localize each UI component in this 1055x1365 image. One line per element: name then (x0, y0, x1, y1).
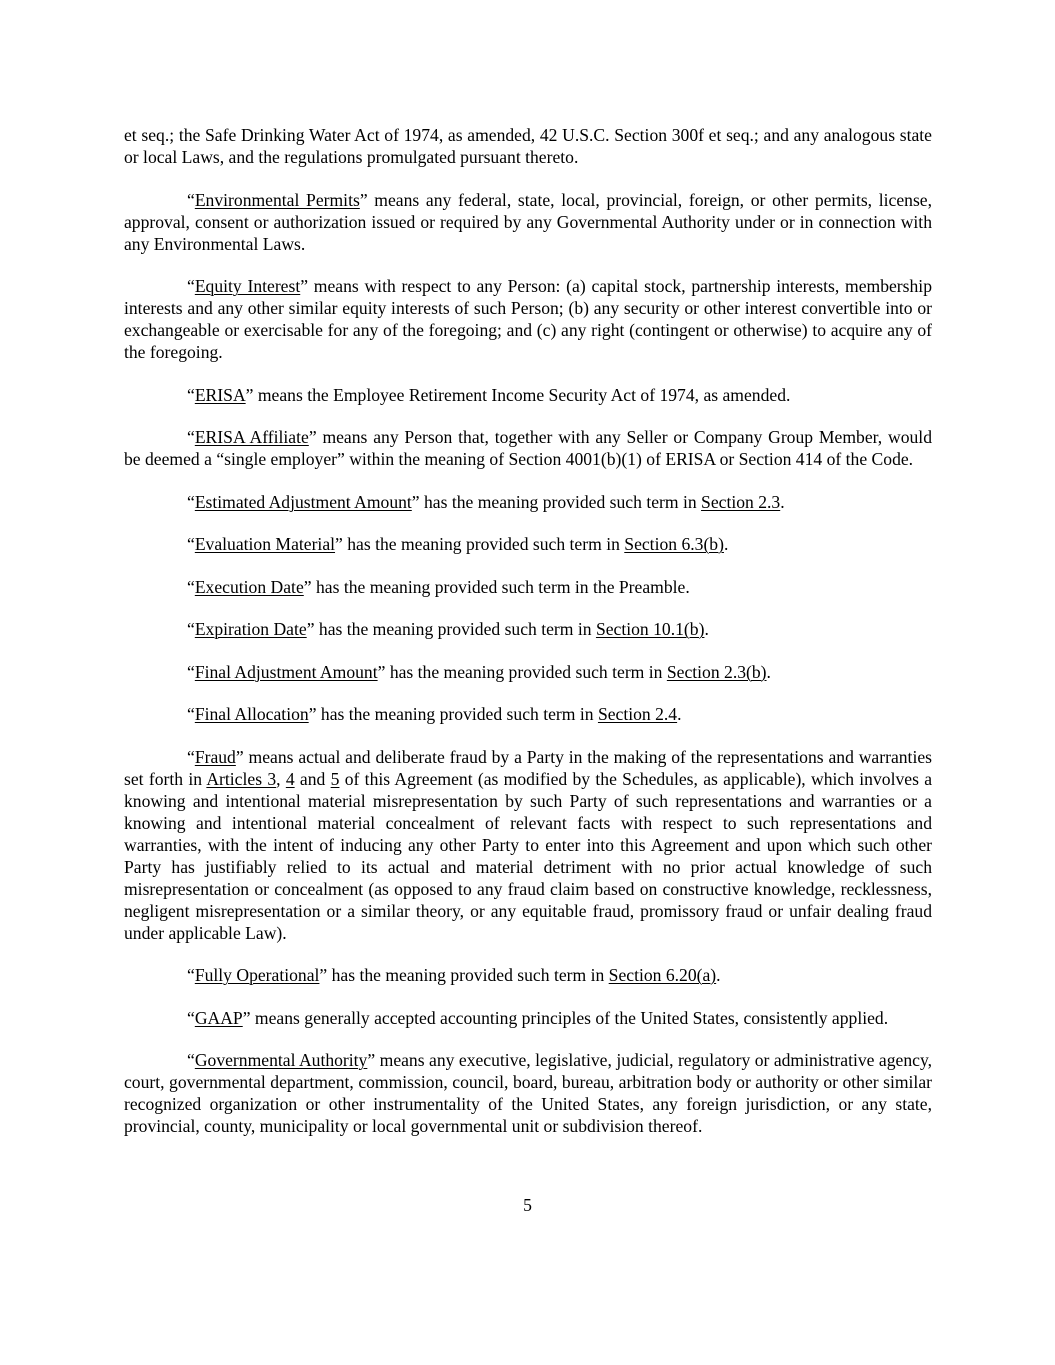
defined-term: GAAP (194, 1007, 243, 1028)
defined-term: Final Allocation (194, 704, 309, 724)
definition-evaluation-material: “Evaluation Material” has the meaning provided such term in Section 6.3(b). (187, 534, 729, 554)
section-reference: Section 10.1(b) (595, 619, 705, 639)
article-reference: 4 (285, 768, 295, 789)
article-reference: 5 (330, 768, 340, 789)
definition-execution-date: “Execution Date” has the meaning provided such term in the Preamble. (187, 576, 690, 597)
defined-term: Final Adjustment Amount (194, 661, 378, 682)
section-reference: Section 2.3(b) (666, 661, 767, 682)
defined-term: ERISA (194, 384, 246, 405)
definition-equity-interest: “Equity Interest” means with respect to any Person: (a) capital stock, partnership interests, membership interests and any other similar equity interests of such Person; (b) any security or other interest convertible into or exchangeable or exercisable for any of the foregoing; and (c) any right (contingent or otherwise) to acquire any of the foregoing. (124, 276, 932, 362)
definition-erisa: “ERISA” means the Employee Retirement Income Security Act of 1974, as amended. (187, 384, 791, 405)
section-reference: Section 2.3 (701, 491, 781, 512)
defined-term: Estimated Adjustment Amount (194, 491, 412, 512)
definition-environmental-permits: “Environmental Permits” means any federal, state, local, provincial, foreign, or other permits, license, approval, consent or authorization issued or required by any Governmental Authority under or in connection with any Environmental Laws. (124, 189, 932, 254)
definition-gaap: “GAAP” means generally accepted accounting principles of the United States, consistently applied. (187, 1007, 889, 1028)
defined-term: Fraud (194, 746, 236, 767)
section-reference: Section 6.20(a) (608, 965, 717, 985)
page-number: 5 (523, 1195, 532, 1215)
section-reference: Section 2.4 (597, 704, 678, 724)
definition-final-adjustment-amount: “Final Adjustment Amount” has the meaning provided such term in Section 2.3(b). (187, 661, 771, 682)
defined-term: Governmental Authority (194, 1050, 368, 1070)
article-reference: Articles 3 (206, 768, 277, 789)
section-reference: Section 6.3(b) (624, 534, 724, 554)
definition-erisa-affiliate: “ERISA Affiliate” means any Person that, together with any Seller or Company Group Member, would be deemed a “single employer” within the meaning of Section 4001(b)(1) of ERISA or Section 414 of the Code. (124, 427, 932, 469)
defined-term: Environmental Permits (194, 189, 360, 210)
defined-term: Execution Date (194, 576, 304, 597)
defined-term: Equity Interest (194, 276, 301, 296)
definition-final-allocation: “Final Allocation” has the meaning provided such term in Section 2.4. (187, 704, 682, 724)
defined-term: Evaluation Material (194, 534, 336, 554)
defined-term: Fully Operational (194, 965, 320, 985)
definition-fraud: “Fraud” means actual and deliberate fraud by a Party in the making of the representations and warranties set forth in Articles 3, 4 and 5 of this Agreement (as modified by the Schedules, as applicable), which involves a knowing and intentional material misrepresentation by such Party of such representations and warranties or a knowing and intentional material concealment of relevant facts with respect to such representations and warranties, with the intent of inducing any other Party to enter into this Agreement and upon which such other Party has justifiably relied to its actual and material detriment with no prior actual knowledge of such misrepresentation or concealment (as opposed to any fraud claim based on constructive knowledge, recklessness, negligent misrepresentation or a similar theory, or any equitable fraud, promissory fraud or unfair dealing fraud under applicable Law). (124, 746, 933, 943)
definition-expiration-date: “Expiration Date” has the meaning provided such term in Section 10.1(b). (187, 619, 709, 639)
continuation-paragraph: et seq.; the Safe Drinking Water Act of 1974, as amended, 42 U.S.C. Section 300f et seq.; and any analogous state or local Laws, and the regulations promulgated pursuant thereto. (124, 125, 932, 167)
definition-governmental-authority: “Governmental Authority” means any executive, legislative, judicial, regulatory or administrative agency, court, governmental department, commission, council, board, bureau, arbitration body or authority or other similar recognized organization or other instrumentality of the United States, any foreign jurisdiction, or any state, provincial, county, municipality or local governmental unit or subdivision thereof. (124, 1050, 932, 1136)
page-content (124, 124, 932, 1158)
definition-fully-operational: “Fully Operational” has the meaning provided such term in Section 6.20(a). (187, 965, 721, 985)
definition-estimated-adjustment-amount: “Estimated Adjustment Amount” has the meaning provided such term in Section 2.3. (187, 491, 785, 512)
defined-term: Expiration Date (194, 619, 307, 639)
defined-term: ERISA Affiliate (194, 427, 309, 447)
